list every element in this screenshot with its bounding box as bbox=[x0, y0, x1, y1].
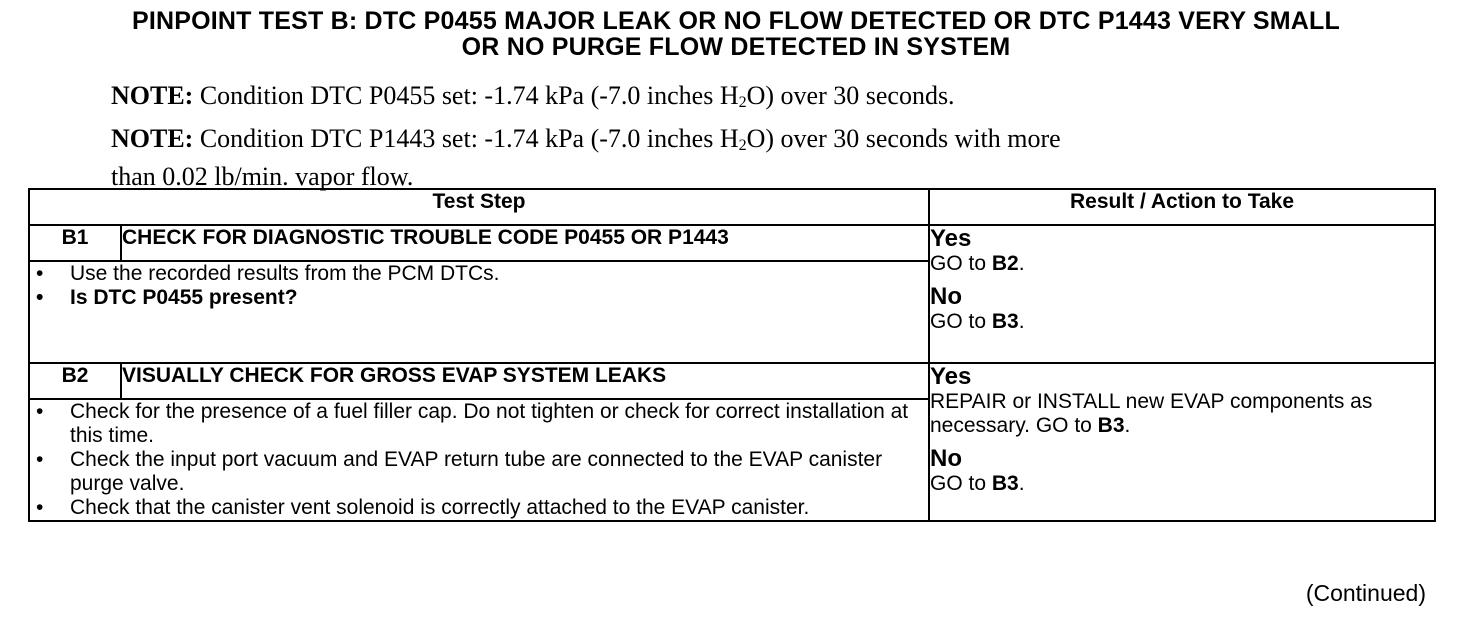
page-title bbox=[0, 8, 1472, 60]
table-header-row bbox=[29, 189, 1435, 225]
note-p0455 bbox=[111, 80, 1361, 118]
step-bullets bbox=[30, 400, 928, 520]
yes-label: Yes bbox=[930, 363, 972, 390]
step-question: • Is DTC P0455 present? bbox=[30, 286, 928, 310]
yes-action: REPAIR or INSTALL new EVAP components as necessary. GO to B3. bbox=[930, 390, 1373, 437]
header-result: Result / Action to Take bbox=[929, 189, 1435, 225]
no-action: GO to B3. bbox=[930, 472, 1025, 495]
step-id: B2 bbox=[29, 363, 121, 399]
no-label: No bbox=[930, 445, 962, 472]
step-body bbox=[29, 261, 929, 363]
note-label: NOTE: bbox=[111, 124, 194, 153]
list-item: • Check for the presence of a fuel filler cap. Do not tighten or check for correct installation at this time. bbox=[30, 400, 928, 448]
yes-action: GO to B2. bbox=[930, 252, 1025, 275]
note-text-end: O) over 30 seconds with more bbox=[746, 124, 1061, 153]
step-heading: VISUALLY CHECK FOR GROSS EVAP SYSTEM LEAKS bbox=[121, 363, 929, 399]
note-subscript: 2 bbox=[738, 94, 747, 111]
step-bullets bbox=[30, 262, 928, 310]
note-text: Condition DTC P0455 set: -1.74 kPa (-7.0 inches H bbox=[193, 81, 739, 110]
step-b1-result bbox=[929, 225, 1435, 363]
title-line-1: PINPOINT TEST B: DTC P0455 MAJOR LEAK OR NO FLOW DETECTED OR DTC P1443 VERY SMALL bbox=[131, 7, 1340, 35]
header-test-step: Test Step bbox=[29, 189, 929, 225]
note-text-end: O) over 30 seconds. bbox=[746, 81, 955, 110]
step-id: B1 bbox=[29, 225, 121, 261]
step-b1-heading-row bbox=[29, 225, 1435, 261]
no-label: No bbox=[930, 283, 962, 310]
list-item: • Check that the canister vent solenoid is correctly attached to the EVAP canister. bbox=[30, 496, 928, 520]
pinpoint-test-table bbox=[28, 188, 1436, 522]
title-line-2: OR NO PURGE FLOW DETECTED IN SYSTEM bbox=[461, 33, 1011, 61]
yes-label: Yes bbox=[930, 225, 972, 252]
note-text-line2: than 0.02 lb/min. vapor flow. bbox=[111, 162, 414, 191]
step-body bbox=[29, 399, 929, 521]
list-item: • Check the input port vacuum and EVAP return tube are connected to the EVAP canister purge valve. bbox=[30, 448, 928, 496]
list-item: • Use the recorded results from the PCM DTCs. bbox=[30, 262, 928, 286]
note-p1443 bbox=[111, 123, 1361, 192]
step-b2-heading-row bbox=[29, 363, 1435, 399]
continued-label: (Continued) bbox=[1305, 580, 1426, 606]
note-label: NOTE: bbox=[111, 81, 194, 110]
no-action: GO to B3. bbox=[930, 310, 1025, 333]
step-heading: CHECK FOR DIAGNOSTIC TROUBLE CODE P0455 OR P1443 bbox=[121, 225, 929, 261]
note-subscript: 2 bbox=[738, 137, 747, 154]
step-b2-result bbox=[929, 363, 1435, 521]
note-text: Condition DTC P1443 set: -1.74 kPa (-7.0 inches H bbox=[193, 124, 739, 153]
